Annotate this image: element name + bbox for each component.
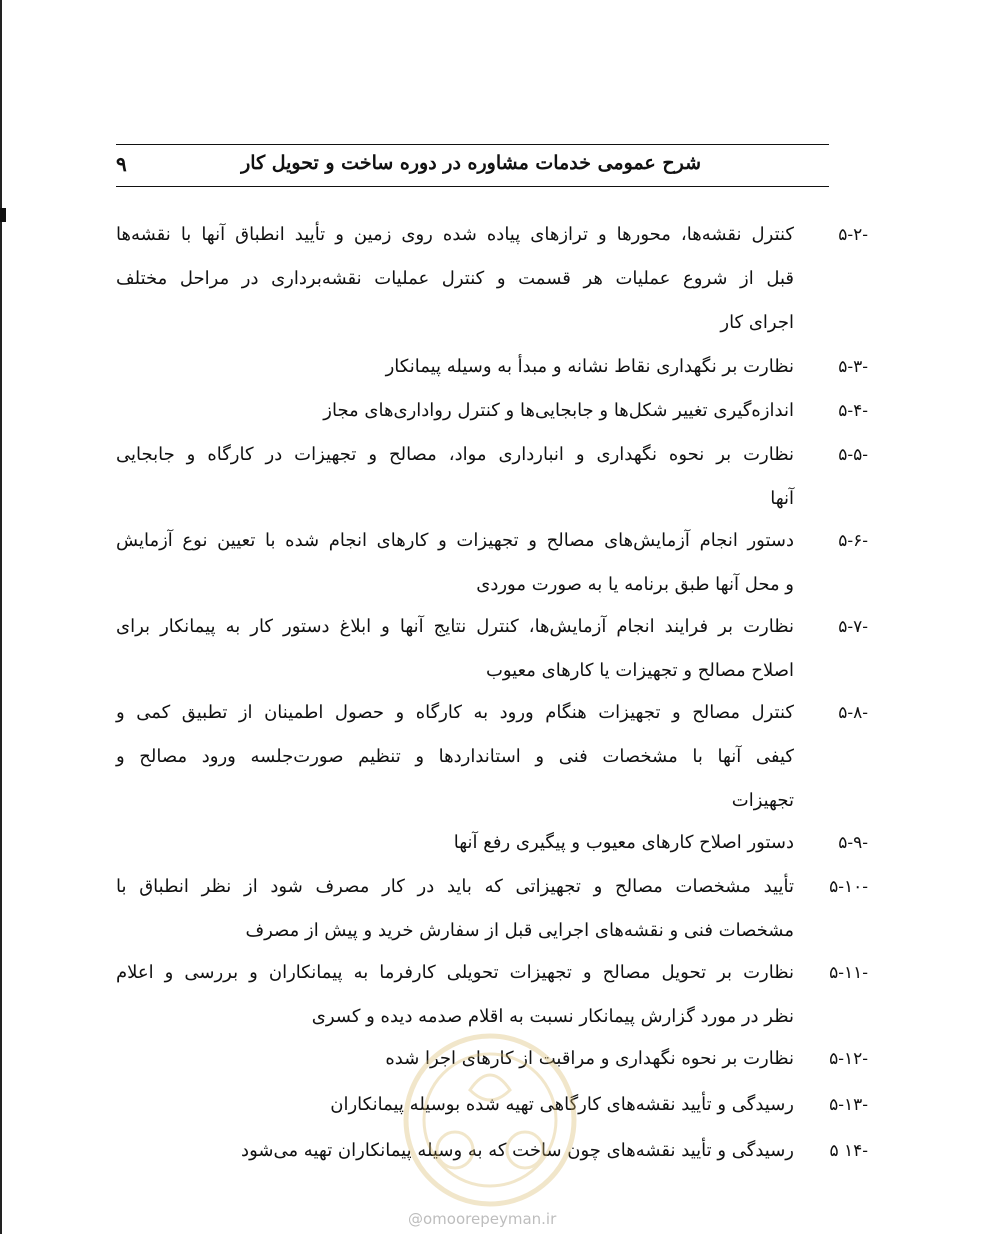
item-number: ۵-۱۰-	[829, 877, 868, 897]
item-number: ۵-۹-	[838, 833, 868, 853]
list-item	[116, 345, 868, 389]
list-item	[116, 865, 868, 953]
item-text-line: اندازه‌گیری تغییر شکل‌ها و جابجایی‌ها و کنترل رواداری‌های مجاز	[323, 400, 794, 421]
item-text-line: نظارت بر نحوه نگهداری و انبارداری مواد، مصالح و تجهیزات در کارگاه و جابجایی	[116, 444, 794, 465]
list-item	[116, 821, 868, 865]
item-number: ۵-۱۲-	[829, 1049, 868, 1069]
item-number: ۵-۶-	[838, 531, 868, 551]
item-text-line: کنترل مصالح و تجهیزات هنگام ورود به کارگاه و حصول اطمینان از تطبیق کمی و	[116, 702, 794, 723]
item-number: ۵-۱۱-	[829, 963, 868, 983]
item-text-line: رسیدگی و تأیید نقشه‌های چون ساخت که به وسیله پیمانکاران تهیه می‌شود	[241, 1140, 794, 1161]
item-text-line: نظارت بر تحویل مصالح و تجهیزات تحویلی کارفرما به پیمانکاران و بررسی و اعلام	[116, 962, 794, 983]
list-item	[116, 951, 868, 1039]
item-number: ۵-۱۳-	[829, 1095, 868, 1115]
header-title: شرح عمومی خدمات مشاوره در دوره ساخت و تحویل کار	[241, 152, 701, 174]
list-item	[116, 691, 868, 823]
item-text-line: مشخصات فنی و نقشه‌های اجرایی قبل از سفارش خرید و پیش از مصرف	[245, 920, 794, 941]
item-text-line: رسیدگی و تأیید نقشه‌های کارگاهی تهیه شده بوسیله پیمانکاران	[330, 1094, 794, 1115]
item-text-line: نظارت بر نحوه نگهداری و مراقبت از کارهای اجرا شده	[385, 1048, 794, 1069]
item-number: ۵-۴-	[838, 401, 868, 421]
list-item	[116, 519, 868, 607]
item-text-line: تأیید مشخصات مصالح و تجهیزاتی که باید در کار مصرف شود از نظر انطباق با	[116, 876, 794, 897]
item-text-line: قبل از شروع عملیات هر قسمت و کنترل عملیات نقشه‌برداری در مراحل مختلف	[116, 268, 794, 289]
item-number: ۵ ۱۴-	[829, 1141, 868, 1161]
item-number: ۵-۸-	[838, 703, 868, 723]
item-text-line: اصلاح مصالح و تجهیزات یا کارهای معیوب	[485, 660, 794, 681]
item-number: ۵-۷-	[838, 617, 868, 637]
item-number: ۵-۵-	[838, 445, 868, 465]
list-item	[116, 605, 868, 693]
item-number: ۵-۲-	[838, 225, 868, 245]
item-text-line: کیفی آنها با مشخصات فنی و استانداردها و تنظیم صورت‌جلسه ورود مصالح و	[116, 746, 794, 767]
item-text-line: نظر در مورد گزارش پیمانکار نسبت به اقلام صدمه دیده و کسری	[311, 1006, 794, 1027]
item-number: ۵-۳-	[838, 357, 868, 377]
item-text-line: دستور انجام آزمایش‌های مصالح و تجهیزات و کارهای انجام شده با تعیین نوع آزمایش	[116, 530, 794, 551]
list-item	[116, 389, 868, 433]
page-number: ۹	[116, 152, 127, 176]
item-text-line: نظارت بر نگهداری نقاط نشانه و مبدأ به وسیله پیمانکار	[385, 356, 794, 377]
item-text-line: کنترل نقشه‌ها، محورها و ترازهای پیاده شده روی زمین و تأیید انطباق آنها با نقشه‌ها	[116, 224, 794, 245]
item-text-line: و محل آنها طبق برنامه یا به صورت موردی	[476, 574, 794, 595]
list-item	[116, 213, 868, 345]
item-text-line: دستور اصلاح کارهای معیوب و پیگیری رفع آنها	[453, 832, 794, 853]
item-text-line: نظارت بر فرایند انجام آزمایش‌ها، کنترل نتایج آنها و ابلاغ دستور کار به پیمانکار برای	[116, 616, 794, 637]
watermark-seal-icon	[400, 1030, 580, 1210]
item-text-line: اجرای کار	[720, 312, 794, 333]
watermark-handle: @omoorepeyman.ir	[408, 1210, 557, 1228]
list-item	[116, 433, 868, 521]
item-text-line: آنها	[770, 488, 794, 509]
item-text-line: تجهیزات	[731, 790, 794, 811]
